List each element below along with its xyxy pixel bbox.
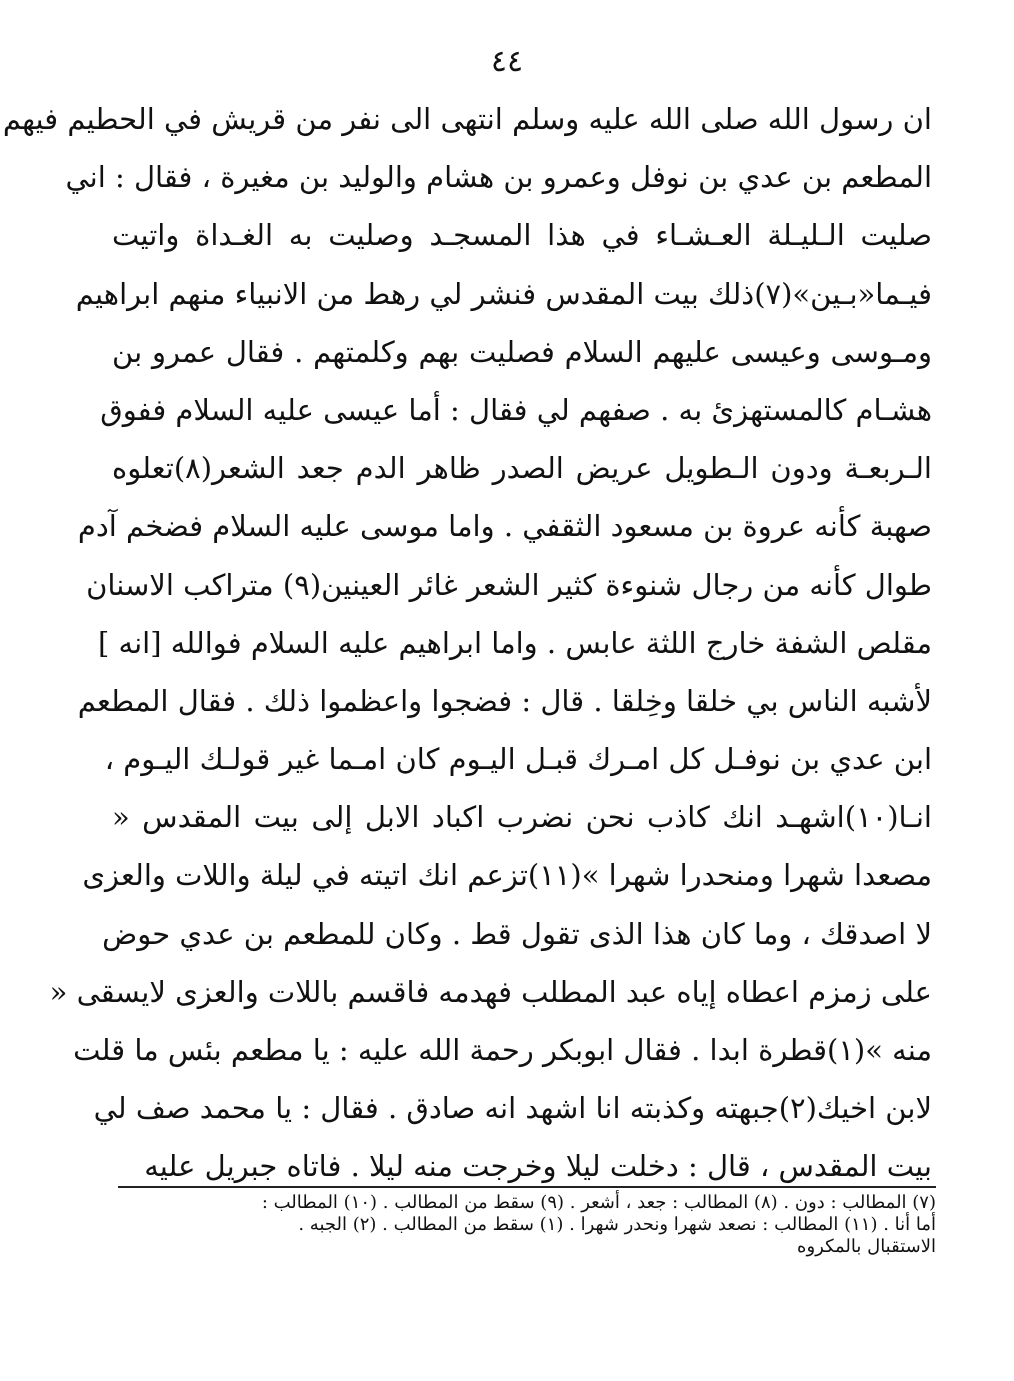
- text-line: ومـوسى وعيسى عليهم السلام فصليت بهم وكلمتهم . فقال عمرو بن: [112, 334, 932, 369]
- text-line: ابن عدي بن نوفـل كل امـرك قبـل اليـوم كان امـما غير قولـك اليـوم ،: [104, 742, 932, 777]
- text-line: على زمزم اعطاه إياه عبد المطلب فهدمه فاقسم باللات والعزى لايسقى «: [49, 974, 932, 1009]
- footnotes: [118, 1192, 936, 1258]
- text-line: لا اصدقك ، وما كان هذا الذى تقول قط . وكان للمطعم بن عدي حوض: [102, 916, 932, 951]
- text-line: صليت الـليـلة العـشـاء في هذا المسجـد وصليت به الغـداة واتيت: [112, 218, 932, 253]
- text-line: فيـما«بـين»(٧)ذلك بيت المقدس فنشر لي رهط من الانبياء منهم ابراهيم: [75, 276, 932, 311]
- text-line: بيت المقدس ، قال : دخلت ليلا وخرجت منه ليلا . فاتاه جبريل عليه: [144, 1149, 932, 1184]
- text-line: لابن اخيك(٢)جبهته وكذبته انا اشهد انه صادق . فقال : يا محمد صف لي: [93, 1091, 932, 1126]
- text-line: الـربعـة ودون الـطويل عريض الصدر ظاهر الدم جعد الشعر(٨)تعلوه: [112, 451, 932, 486]
- footnote-line: (٧) المطالب : دون . (٨) المطالب : جعد ، أشعر . (٩) سقط من المطالب . (١٠) المطالب :: [261, 1192, 936, 1213]
- text-line: المطعم بن عدي بن نوفل وعمرو بن هشام والوليد بن مغيرة ، فقال : اني: [65, 160, 932, 195]
- footnote-line: أما أنا . (١١) المطالب : نصعد شهرا ونحدر شهرا . (١) سقط من المطالب . (٢) الجبه .: [298, 1214, 936, 1235]
- text-line: منه »(١)قطرة ابدا . فقال ابوبكر رحمة الله عليه : يا مطعم بئس ما قلت: [73, 1033, 932, 1067]
- text-line: هشـام كالمستهزئ به . صفهم لي فقال : أما عيسى عليه السلام ففوق: [100, 392, 932, 427]
- text-line: صهبة كأنه عروة بن مسعود الثقفي . واما موسى عليه السلام فضخم آدم: [77, 509, 932, 544]
- text-line: انـا(١٠)اشهـد انك كاذب نحن نضرب اكباد الابل إلى بيت المقدس «: [112, 800, 932, 835]
- text-line: لأشبه الناس بي خلقا وخِلقا . قال : فضجوا واعظموا ذلك . فقال المطعم: [77, 683, 932, 718]
- footnote-line: الاستقبال بالمكروه: [797, 1236, 936, 1257]
- text-line: طوال كأنه من رجال شنوءة كثير الشعر غائر العينين(٩) متراكب الاسنان: [86, 567, 932, 602]
- text-line: ان رسول الله صلى الله عليه وسلم انتهى الى نفر من قريش في الحطيم فيهم: [2, 102, 932, 136]
- text-line: مقلص الشفة خارج اللثة عابس . واما ابراهيم عليه السلام فوالله [انه ]: [98, 625, 932, 660]
- main-text: [2, 90, 932, 1196]
- page-number: ٤٤: [490, 44, 524, 79]
- text-line: مصعدا شهرا ومنحدرا شهرا »(١١)تزعم انك اتيته في ليلة واللات والعزى: [82, 858, 932, 893]
- footnote-divider: [118, 1186, 936, 1188]
